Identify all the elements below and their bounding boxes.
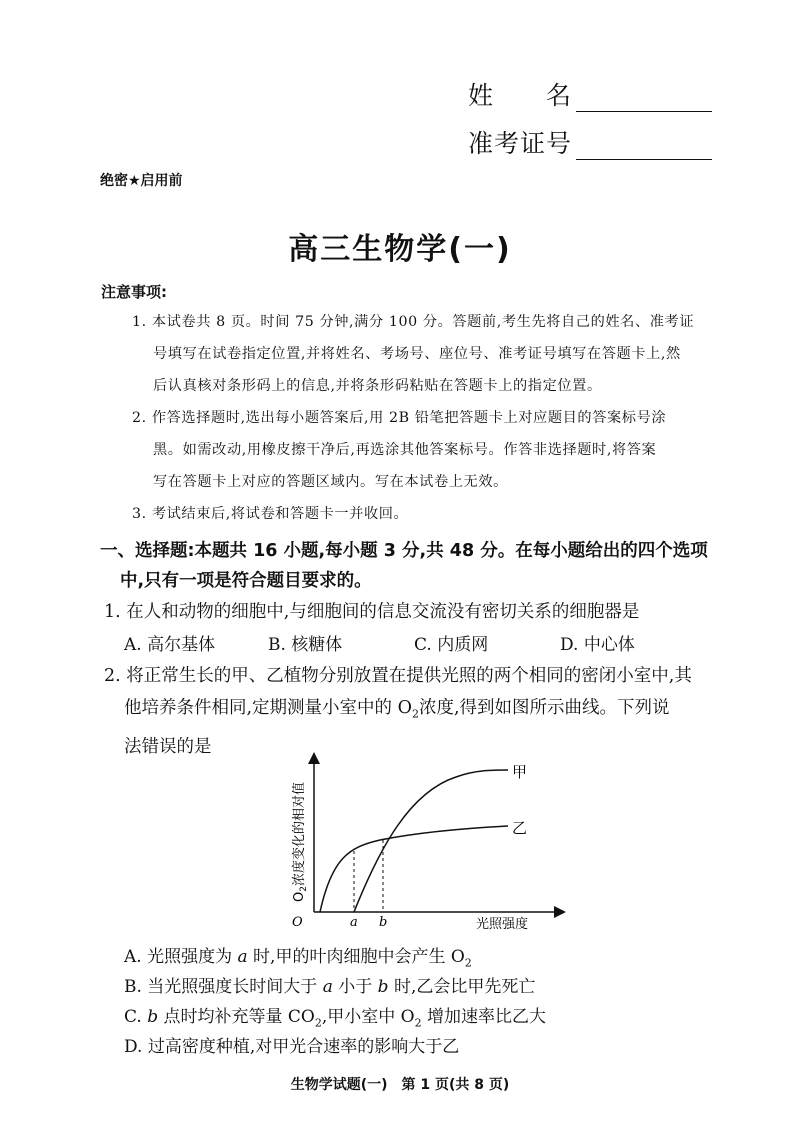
name-label: 姓 名 xyxy=(468,81,573,110)
q1-option-d: D. 中心体 xyxy=(560,635,635,655)
name-blank xyxy=(576,85,712,112)
id-field xyxy=(468,124,712,160)
series-yi-curve xyxy=(320,826,508,912)
q2-option-b: B. 当光照强度长时间大于 a 小于 b 时,乙会比甲先死亡 xyxy=(124,977,536,997)
notice-heading: 注意事项: xyxy=(101,283,167,301)
x-mark-a: a xyxy=(350,915,358,930)
page-footer: 生物学试题(一) 第 1 页(共 8 页) xyxy=(290,1077,510,1093)
notice-line: 1. 本试卷共 8 页。时间 75 分钟,满分 100 分。答题前,考生先将自己的姓名、准考证 xyxy=(132,314,695,330)
x-mark-b: b xyxy=(379,915,388,930)
notice-line: 号填写在试卷指定位置,并将姓名、考场号、座位号、准考证号填写在答题卡上,然 xyxy=(153,346,681,362)
id-blank xyxy=(576,133,712,160)
notice-line: 黑。如需改动,用橡皮擦干净后,再选涂其他答案标号。作答非选择题时,将答案 xyxy=(153,442,657,458)
x-axis-label: 光照强度 xyxy=(476,917,529,932)
notice-line: 3. 考试结束后,将试卷和答题卡一并收回。 xyxy=(132,506,409,522)
name-field xyxy=(468,76,712,112)
q1-option-a: A. 高尔基体 xyxy=(124,635,216,655)
question-1-stem: 1. 在人和动物的细胞中,与细胞间的信息交流没有密切关系的细胞器是 xyxy=(104,602,640,622)
notice-line: 写在答题卡上对应的答题区域内。写在本试卷上无效。 xyxy=(153,474,508,490)
series-yi-label: 乙 xyxy=(512,819,528,837)
question-2-stem xyxy=(104,660,784,763)
q1-option-c: C. 内质网 xyxy=(414,635,489,655)
q1-option-b: B. 核糖体 xyxy=(268,635,343,655)
q2-stem-line: 2. 将正常生长的甲、乙植物分别放置在提供光照的两个相同的密闭小室中,其 xyxy=(104,666,692,686)
notice-body xyxy=(132,306,772,530)
section-heading xyxy=(100,536,770,596)
section-line: 中,只有一项是符合题目要求的。 xyxy=(120,571,372,591)
series-jia-label: 甲 xyxy=(512,763,528,781)
q2-option-a: A. 光照强度为 a 时,甲的叶肉细胞中会产生 $O_2$ xyxy=(124,947,472,970)
confidential-mark: 绝密★启用前 xyxy=(100,173,183,189)
o2-light-chart xyxy=(270,752,570,932)
id-label: 准考证号 xyxy=(468,129,573,158)
q2-stem-line: 他培养条件相同,定期测量小室中的 $O_2$浓度,得到如图所示曲线。下列说 xyxy=(124,698,670,721)
origin-label: O xyxy=(292,915,303,930)
notice-line: 后认真核对条形码上的信息,并将条形码粘贴在答题卡上的指定位置。 xyxy=(153,378,602,394)
page-title: 高三生物学(一) xyxy=(288,232,512,267)
q2-option-d: D. 过高密度种植,对甲光合速率的影响大于乙 xyxy=(124,1037,460,1057)
section-line: 一、选择题:本题共 16 小题,每小题 3 分,共 48 分。在每小题给出的四个选项 xyxy=(100,541,708,561)
notice-line: 2. 作答选择题时,选出每小题答案后,用 2B 铅笔把答题卡上对应题目的答案标号涂 xyxy=(132,410,667,426)
q2-option-c: C. b 点时均补充等量 $CO_2$,甲小室中 $O_2$ 增加速率比乙大 xyxy=(124,1007,547,1030)
q2-stem-line: 法错误的是 xyxy=(124,736,212,757)
y-axis-label: $O_2$浓度变化的相对值 xyxy=(292,782,309,902)
question-1-options xyxy=(124,630,744,656)
